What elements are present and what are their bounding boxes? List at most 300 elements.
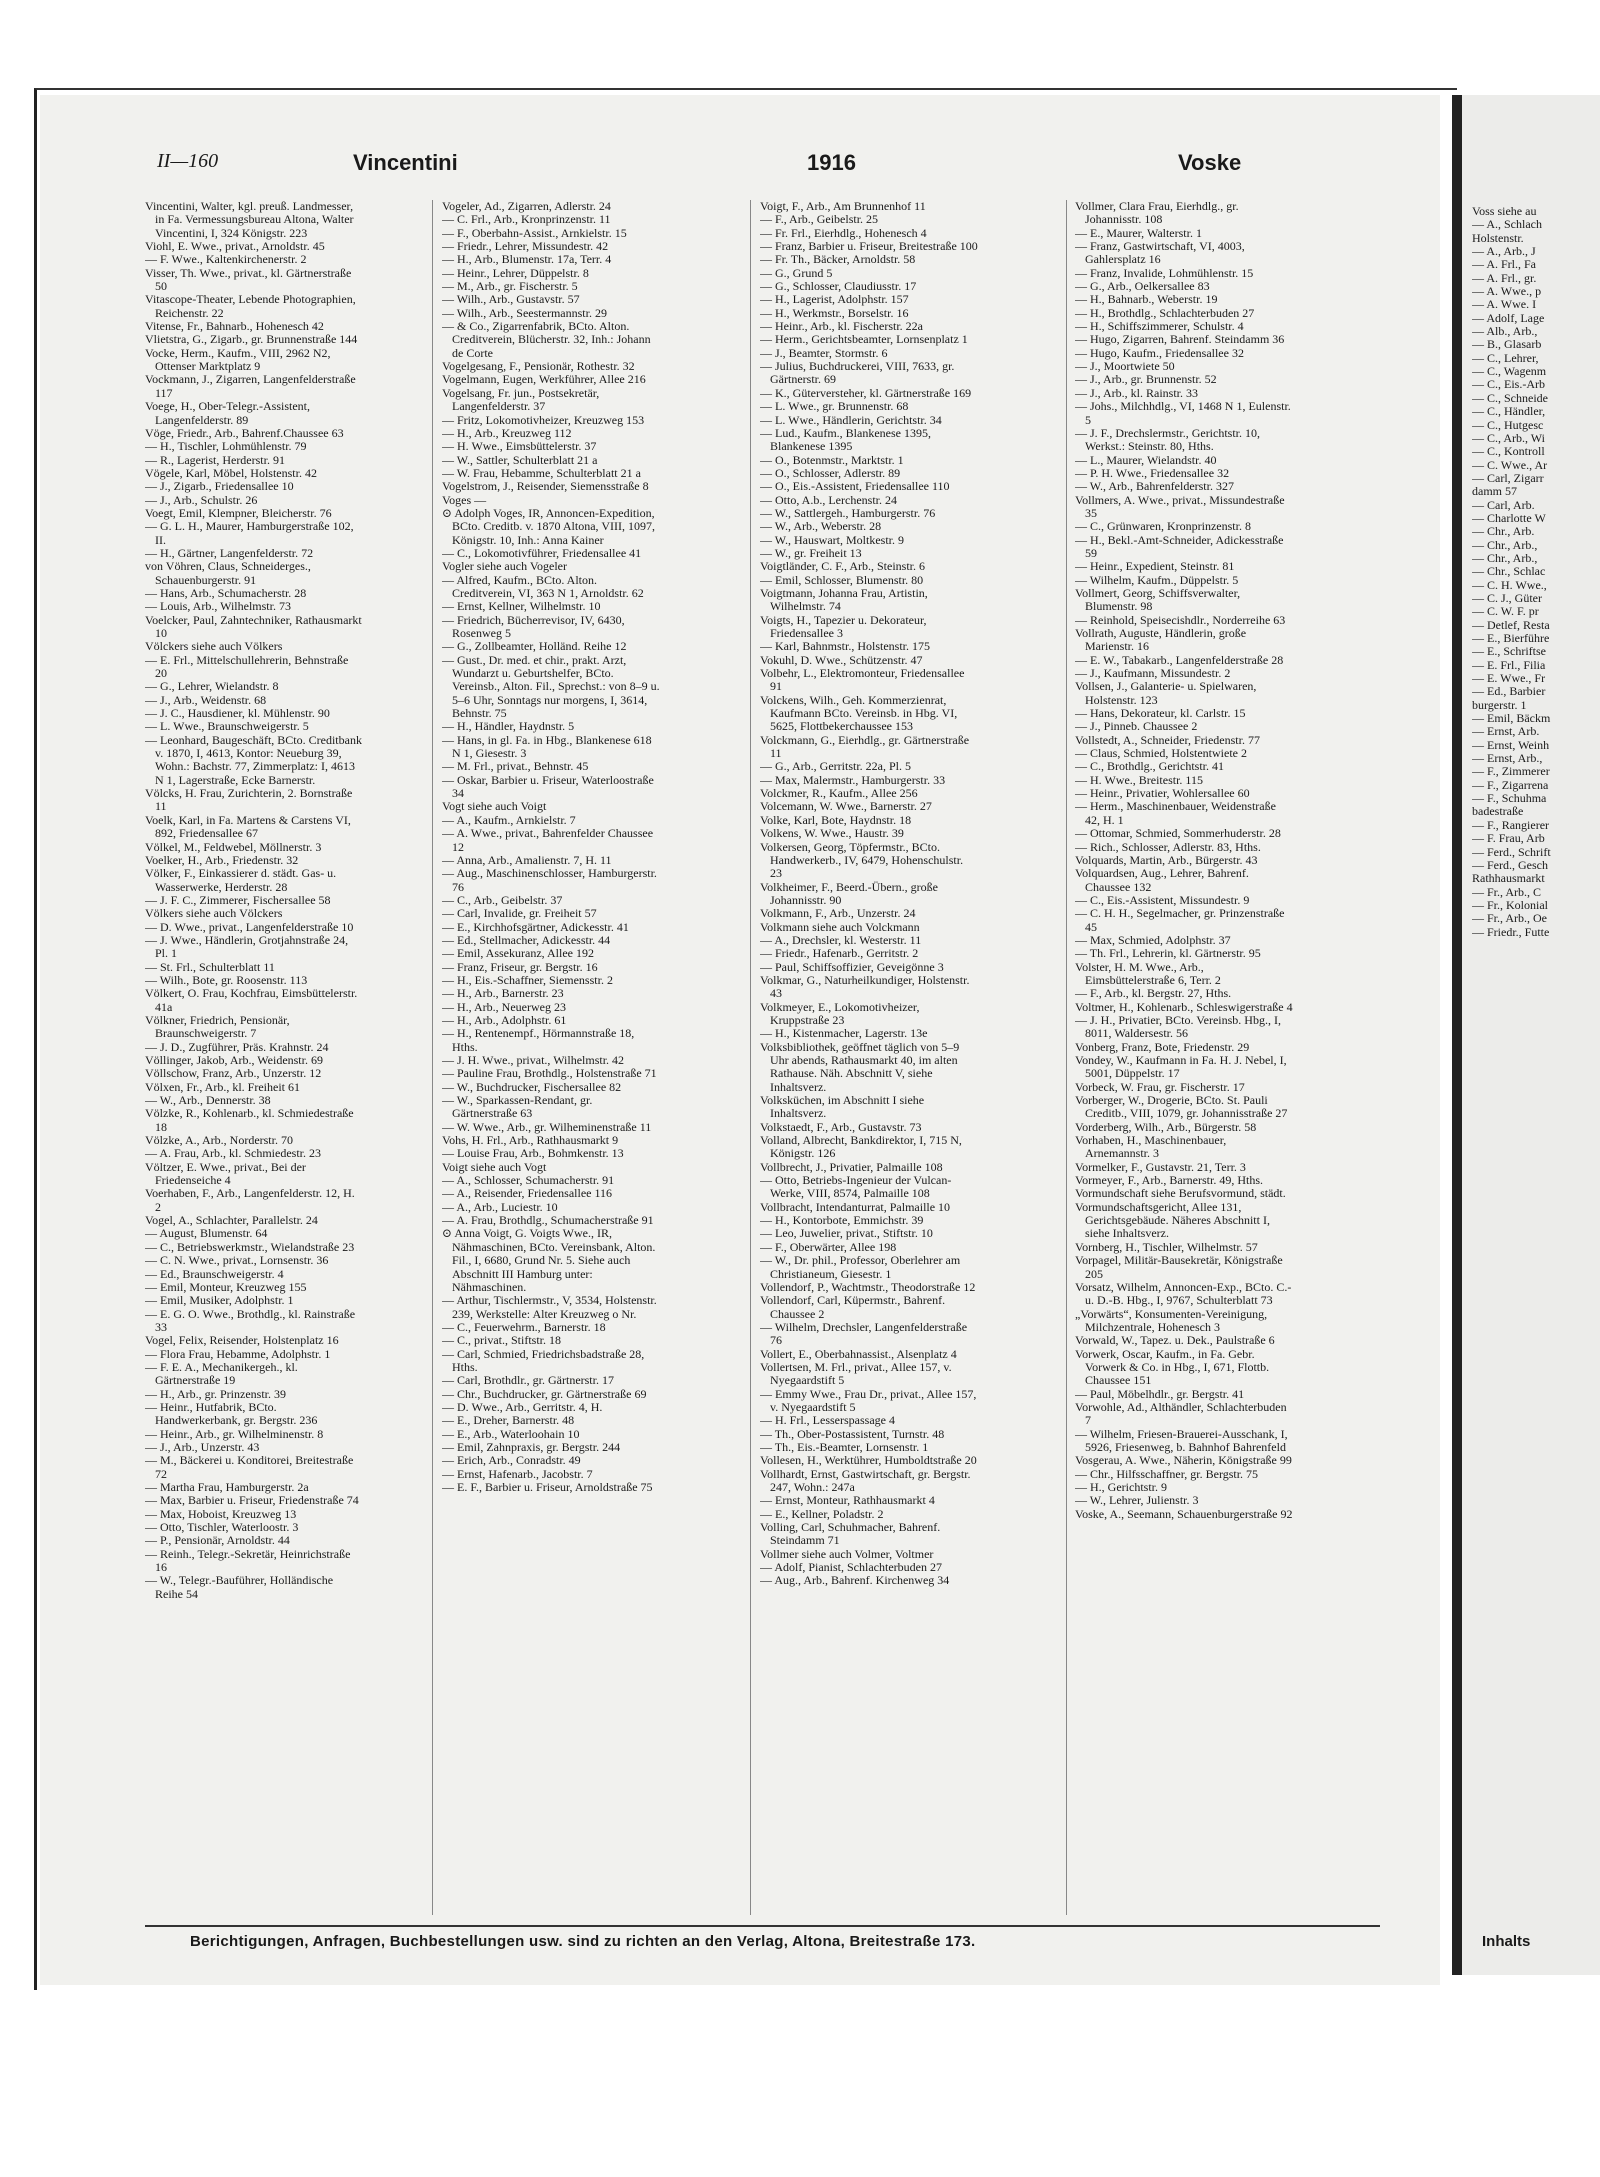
adjacent-entry: — C., Kontroll [1472, 444, 1545, 459]
directory-entry: — Lud., Kaufm., Blankenese 1395, Blankenese 1395 [760, 425, 931, 454]
directory-entry: Vollbrecht, J., Privatier, Palmaille 108 [760, 1159, 943, 1174]
column-divider [750, 200, 751, 1915]
adjacent-page-edge [1452, 95, 1600, 1975]
directory-entry: — J., Pinneb. Chaussee 2 [1075, 719, 1198, 734]
directory-entry: — Chr., Buchdrucker, gr. Gärtnerstraße 69 [442, 1386, 647, 1401]
directory-entry: — H., Händler, Haydnstr. 5 [442, 719, 575, 734]
directory-entry: Volbehr, L., Elektromonteur, Friedensallee 91 [760, 666, 965, 694]
directory-entry: — W., Buchdrucker, Fischersallee 82 [442, 1079, 622, 1094]
directory-entry: — H. Frl., Lesserspassage 4 [760, 1413, 895, 1428]
directory-entry: Volckmann, G., Eierhdlg., gr. Gärtnerstraße 11 [760, 732, 970, 761]
directory-entry: — Herm., Gerichtsbeamter, Lornsenplatz 1 [760, 332, 968, 347]
adjacent-entry: — Ernst, Arb. [1472, 724, 1540, 739]
directory-entry: — Martha Frau, Hamburgerstr. 2a [145, 1480, 309, 1494]
directory-entry: Voigt, F., Arb., Am Brunnenhof 11 [760, 200, 926, 213]
adjacent-entry: — F. Frau, Arb [1472, 831, 1545, 846]
directory-entry: — Emil, Zahnpraxis, gr. Bergstr. 244 [442, 1439, 621, 1454]
directory-entry: — Louise Frau, Arb., Bohmkenstr. 13 [442, 1146, 624, 1161]
directory-entry: Volland, Albrecht, Bankdirektor, I, 715 N, Königstr. 126 [760, 1133, 962, 1161]
directory-entry: — Heinr., Lehrer, Düppelstr. 8 [442, 265, 589, 280]
adjacent-entry: — Adolf, Lage [1472, 310, 1545, 325]
directory-entry: Voegt, Emil, Klempner, Bleicherstr. 76 [145, 505, 332, 520]
adjacent-entry: — Chr., Arb., [1472, 537, 1538, 552]
directory-entry: — M., Arb., gr. Fischerstr. 5 [442, 279, 578, 294]
directory-entry: Vollsen, J., Galanterie- u. Spielwaren, Holstenstr. 123 [1075, 679, 1257, 707]
directory-entry: Volkheimer, F., Beerd.-Übern., große Johannisstr. 90 [760, 879, 938, 907]
directory-entry: — J., Kaufmann, Missundestr. 2 [1075, 666, 1231, 681]
directory-entry: Volster, H. M. Wwe., Arb., Eimsbüttelerstraße 6, Terr. 2 [1075, 959, 1221, 987]
directory-entry: — Wilhelm, Friesen-Brauerei-Ausschank, I, 5926, Friesenweg, b. Bahnhof Bahrenfeld [1075, 1426, 1288, 1454]
directory-entry: Völzke, A., Arb., Norderstr. 70 [145, 1133, 293, 1148]
directory-entry: — J., Moortwiete 50 [1075, 359, 1175, 374]
directory-entry: — Pauline Frau, Brothdlg., Holstenstraße 71 [442, 1066, 657, 1081]
directory-entry: — W., gr. Freiheit 13 [760, 545, 862, 560]
adjacent-entry: — C., Händler, [1472, 404, 1546, 419]
last-entry-word: Voske [1178, 150, 1242, 175]
adjacent-entry: — C., Arb., Wi [1472, 430, 1545, 445]
directory-entry: Vorpagel, Militär-Bausekretär, Königstraße 205 [1075, 1253, 1283, 1281]
directory-entry: Vormelker, F., Gustavstr. 21, Terr. 3 [1075, 1159, 1246, 1174]
column-3 [760, 200, 978, 1915]
directory-entry: Vögele, Karl, Möbel, Holstenstr. 42 [145, 465, 317, 480]
directory-entry: — G., Lehrer, Wielandstr. 8 [145, 679, 279, 694]
directory-entry: Vollertsen, M. Frl., privat., Allee 157, v. Nyegaardstift 5 [760, 1359, 952, 1388]
directory-entry: — Heinr., Arb., gr. Wilhelminenstr. 8 [145, 1426, 324, 1441]
directory-entry: — Franz, Invalide, Lohmühlenstr. 15 [1075, 265, 1254, 280]
directory-entry: — L. Wwe., Händlerin, Gerichtstr. 34 [760, 412, 942, 427]
directory-entry: Vogel, Felix, Reisender, Holstenplatz 16 [145, 1333, 339, 1348]
directory-entry: — J., Beamter, Stormstr. 6 [760, 345, 888, 360]
directory-entry: — Max, Malermstr., Hamburgerstr. 33 [760, 772, 946, 787]
directory-entry: Voerhaben, F., Arb., Langenfelderstr. 12, H. 2 [145, 1186, 355, 1214]
directory-entry: Vollmert, Georg, Schiffsverwalter, Blumenstr. 98 [1075, 585, 1241, 614]
adjacent-entry: — E. Wwe., Fr [1472, 671, 1546, 686]
directory-entry: Vornberg, H., Tischler, Wilhelmstr. 57 [1075, 1239, 1258, 1254]
directory-entry: Voelker, H., Arb., Friedenstr. 32 [145, 852, 299, 867]
directory-entry: — H. Wwe., Eimsbüttelerstr. 37 [442, 439, 597, 454]
directory-entry: — Wilh., Arb., Gustavstr. 57 [442, 292, 580, 307]
directory-entry: Völker, F., Einkassierer d. städt. Gas- u. Wasserwerke, Herderstr. 28 [145, 866, 337, 894]
adjacent-entry: — A., Arb., J [1472, 244, 1536, 259]
directory-entry: — A., Drechsler, kl. Westerstr. 11 [760, 932, 922, 947]
directory-entry: — Paul, Schiffsoffizier, Geveigönne 3 [760, 959, 944, 974]
adjacent-entry: — Ed., Barbier [1472, 684, 1546, 699]
directory-entry: — A., Schlosser, Schumacherstr. 91 [442, 1173, 615, 1188]
adjacent-entry: — F., Rangierer [1472, 817, 1550, 832]
directory-entry: — August, Blumenstr. 64 [145, 1226, 268, 1241]
directory-entry: Vondey, W., Kaufmann in Fa. H. J. Nebel, I, 5001, Düppelstr. 17 [1075, 1053, 1287, 1081]
directory-entry: — P., Pensionär, Arnoldstr. 44 [145, 1533, 290, 1548]
directory-entry: Vokuhl, D. Wwe., Schützenstr. 47 [760, 652, 923, 667]
directory-entry: Volkmann, F., Arb., Unzerstr. 24 [760, 906, 916, 921]
directory-entry: Vorderberg, Wilh., Arb., Bürgerstr. 58 [1075, 1119, 1257, 1134]
directory-entry: — C., Grünwaren, Kronprinzenstr. 8 [1075, 519, 1251, 534]
directory-entry: — Rich., Schlosser, Adlerstr. 83, Hths. [1075, 839, 1261, 854]
directory-entry: — C., Betriebswerkmstr., Wielandstraße 23 [145, 1239, 355, 1254]
adjacent-entry: — Chr., Arb., [1472, 550, 1538, 565]
directory-entry: — Max, Hoboist, Kreuzweg 13 [145, 1506, 297, 1521]
directory-entry: — E., Kellner, Poladstr. 2 [760, 1506, 884, 1521]
directory-entry: — Emmy Wwe., Frau Dr., privat., Allee 157, v. Nyegaardstift 5 [760, 1386, 977, 1414]
directory-entry: — Friedrich, Bücherrevisor, IV, 6430, Rosenweg 5 [442, 612, 625, 640]
directory-entry: — W., Dr. phil., Professor, Oberlehrer am Christianeum, Giesestr. 1 [760, 1253, 961, 1281]
directory-entry: — C. N. Wwe., privat., Lornsenstr. 36 [145, 1253, 329, 1268]
directory-entry: Völlschow, Franz, Arb., Unzerstr. 12 [145, 1066, 322, 1081]
adjacent-footer: Inhalts [1482, 1933, 1531, 1950]
adjacent-entry: — Chr., Schlac [1472, 564, 1546, 579]
directory-entry: — Wilh., Bote, gr. Roosenstr. 113 [145, 972, 308, 987]
adjacent-entry: Voss siehe au [1472, 205, 1537, 218]
adjacent-entry: — C. J., Güter [1472, 590, 1542, 605]
directory-entry: — Fr. Th., Bäcker, Arnoldstr. 58 [760, 252, 916, 267]
directory-entry: — Leo, Juwelier, privat., Stiftstr. 10 [760, 1226, 933, 1241]
directory-entry: Vorhaben, H., Maschinenbauer, Arnemannstr. 3 [1075, 1133, 1227, 1161]
directory-entry: Voege, H., Ober-Telegr.-Assistent, Langenfelderstr. 89 [145, 399, 310, 427]
directory-entry: Vitascope-Theater, Lebende Photographien, Reichenstr. 22 [145, 292, 356, 320]
directory-entry: Voigt siehe auch Vogt [442, 1159, 547, 1174]
directory-entry: — Emil, Assekuranz, Allee 192 [442, 946, 594, 961]
directory-entry: — Hugo, Kaufm., Friedensallee 32 [1075, 345, 1244, 360]
column-1 [145, 200, 363, 1915]
directory-entry: — Ed., Braunschweigerstr. 4 [145, 1266, 284, 1281]
directory-entry: Vogelstrom, J., Reisender, Siemensstraße 8 [442, 479, 649, 494]
directory-entry: — J. C., Hausdiener, kl. Mühlenstr. 90 [145, 706, 330, 721]
directory-entry: Völkers siehe auch Völckers [145, 906, 283, 921]
directory-entry: Vincentini, Walter, kgl. preuß. Landmesser, in Fa. Vermessungsbureau Altona, Walter Vincentini, I, 324 Königstr. 223 [145, 200, 354, 240]
directory-entry: — Th. Frl., Lehrerin, kl. Gärtnerstr. 95 [1075, 946, 1261, 961]
directory-entry: — A., Kaufm., Arnkielstr. 7 [442, 812, 576, 827]
directory-entry: — Aug., Maschinenschlosser, Hamburgerstr. 76 [442, 866, 657, 894]
directory-entry: Voelk, Karl, in Fa. Martens & Carstens VI, 892, Friedensallee 67 [145, 812, 351, 841]
directory-entry: — Friedr., Lehrer, Missundestr. 42 [442, 239, 609, 254]
directory-entry: — A. Wwe., privat., Bahrenfelder Chaussee 12 [442, 826, 654, 854]
directory-entry: — St. Frl., Schulterblatt 11 [145, 959, 275, 974]
directory-entry: Vorwerk, Oscar, Kaufm., in Fa. Gebr. Vorwerk & Co. in Hbg., I, 671, Flottb. Chaussee 151 [1075, 1346, 1270, 1388]
directory-entry: Völckers siehe auch Völkers [145, 639, 283, 654]
adjacent-entry: — Alb., Arb., [1472, 324, 1538, 339]
directory-entry: — Wilhelm, Drechsler, Langenfelderstraße 76 [760, 1319, 968, 1348]
directory-entry: — H., Lagerist, Adolphstr. 157 [760, 292, 909, 307]
directory-entry: — Erich, Arb., Conradstr. 49 [442, 1453, 581, 1468]
directory-entry: — H., Schiffszimmerer, Schulstr. 4 [1075, 319, 1244, 334]
directory-entry: — K., Güterversteher, kl. Gärtnerstraße 169 [760, 385, 972, 400]
adjacent-entry: — Ferd., Gesch [1472, 857, 1548, 872]
adjacent-entry: — C., Eis.-Arb [1472, 377, 1545, 392]
directory-entry: — Anna, Arb., Amalienstr. 7, H. 11 [442, 852, 612, 867]
column-2 [442, 200, 660, 1915]
directory-entry: — H., Gärtner, Langenfelderstr. 72 [145, 545, 314, 560]
directory-entry: Voske, A., Seemann, Schauenburgerstraße 92 [1075, 1506, 1293, 1521]
directory-entry: — H., Arb., Neuerweg 23 [442, 999, 566, 1014]
directory-entry: — H., Eis.-Schaffner, Siemensstr. 2 [442, 972, 613, 987]
directory-entry: Völxen, Fr., Arb., kl. Freiheit 61 [145, 1079, 300, 1094]
directory-entry: — Heinr., Hutfabrik, BCto. Handwerkerbank, gr. Bergstr. 236 [145, 1399, 318, 1428]
page-number: II—160 [157, 150, 219, 172]
directory-entry: — Johs., Milchhdlg., VI, 1468 N 1, Eulenstr. 5 [1075, 399, 1291, 427]
directory-entry: — H., Bekl.-Amt-Schneider, Adickesstraße 59 [1075, 532, 1284, 560]
adjacent-entry: — A., Schlach [1472, 217, 1542, 232]
directory-entry: Volksbibliothek, geöffnet täglich von 5–9 Uhr abends, Rathausmarkt 40, im alten Rathause. Näh. Abschnitt V, siehe Inhaltsverz. [760, 1039, 960, 1094]
directory-entry: Vollendorf, Carl, Küpermstr., Bahrenf. Chaussee 2 [760, 1293, 946, 1321]
directory-entry: — W., Arb., Dennerstr. 38 [145, 1093, 271, 1108]
directory-entry: Vogt siehe auch Voigt [442, 799, 547, 814]
directory-entry: — O., Botenmstr., Marktstr. 1 [760, 452, 904, 467]
directory-entry: — G., Arb., Oelkersallee 83 [1075, 279, 1210, 294]
directory-entry: — G., Zollbeamter, Holländ. Reihe 12 [442, 639, 627, 654]
directory-entry: Vorwald, W., Tapez. u. Dek., Paulstraße 6 [1075, 1333, 1275, 1348]
adjacent-entry: — Detlef, Resta [1472, 617, 1550, 632]
directory-entry: — J., Arb., kl. Rainstr. 33 [1075, 385, 1199, 400]
directory-entry: — H., Gerichtstr. 9 [1075, 1480, 1167, 1494]
directory-entry: — H., Arb., Kreuzweg 112 [442, 425, 572, 440]
directory-entry: — E. F., Barbier u. Friseur, Arnoldstraße 75 [442, 1480, 653, 1494]
directory-entry: — Max, Barbier u. Friseur, Friedenstraße 74 [145, 1493, 359, 1508]
directory-entry: — E. G. O. Wwe., Brothdlg., kl. Rainstraße 33 [145, 1306, 356, 1334]
directory-entry: Vorberger, W., Drogerie, BCto. St. Pauli Creditb., VIII, 1079, gr. Johannisstraße 27 [1075, 1093, 1288, 1121]
edition-year: 1916 [807, 150, 856, 175]
directory-entry: Vogelgesang, F., Pensionär, Rothestr. 32 [442, 359, 635, 374]
adjacent-entry: — Fr., Kolonial [1472, 897, 1549, 912]
adjacent-entry: Rathhausmarkt [1472, 871, 1545, 886]
directory-entry: Volckens, Wilh., Geh. Kommerzienrat, Kaufmann BCto. Vereinsb. in Hbg. VI, 5625, Flottbekerchaussee 153 [760, 692, 958, 734]
directory-entry: — W., Arb., Bahrenfelderstr. 327 [1075, 479, 1234, 494]
adjacent-entry: — Emil, Bäckm [1472, 711, 1551, 726]
directory-entry: — E., Arb., Waterloohain 10 [442, 1426, 580, 1441]
directory-entry: — G., Schlosser, Claudiusstr. 17 [760, 279, 917, 294]
directory-entry: — P. H. Wwe., Friedensallee 32 [1075, 465, 1230, 480]
adjacent-entry: — F., Schuhma [1472, 791, 1547, 806]
publisher-notice: Berichtigungen, Anfragen, Buchbestellungen usw. sind zu richten an den Verlag, Altona, Breitestraße 173. [190, 1933, 976, 1950]
directory-entry: — Wilhelm, Kaufm., Düppelstr. 5 [1075, 572, 1239, 587]
directory-entry: — Carl, Schmied, Friedrichsbadstraße 28, Hths. [442, 1346, 645, 1374]
directory-entry: — Fritz, Lokomotivheizer, Kreuzweg 153 [442, 412, 645, 427]
directory-entry: — Max, Schmied, Adolphstr. 37 [1075, 932, 1231, 947]
adjacent-entry: — C. W. F. pr [1472, 604, 1539, 619]
directory-entry: — F. E. A., Mechanikergeh., kl. Gärtnerstraße 19 [145, 1359, 298, 1388]
adjacent-entry: — C. Wwe., Ar [1472, 457, 1548, 472]
directory-entry: Volkens, W. Wwe., Haustr. 39 [760, 826, 904, 841]
directory-entry: Vollbracht, Intendanturrat, Palmaille 10 [760, 1199, 951, 1214]
directory-entry: — W., Sattlergeh., Hamburgerstr. 76 [760, 505, 936, 520]
directory-entry: Völzke, R., Kohlenarb., kl. Schmiedestraße 18 [145, 1106, 354, 1134]
directory-entry: — J. H., Privatier, BCto. Vereinsb. Hbg., I, 8011, Waldersestr. 56 [1075, 1012, 1281, 1041]
directory-entry: — C. H. H., Segelmacher, gr. Prinzenstraße 45 [1075, 906, 1285, 934]
directory-entry: — J. H. Wwe., privat., Wilhelmstr. 42 [442, 1053, 625, 1067]
adjacent-entry: burgerstr. 1 [1472, 697, 1527, 712]
adjacent-entry: — Fr., Arb., Oe [1472, 911, 1547, 926]
directory-entry: Völkel, M., Feldwebel, Möllnerstr. 3 [145, 839, 322, 854]
directory-entry: — J., Arb., Schulstr. 26 [145, 492, 258, 507]
directory-entry: — H., Kistenmacher, Lagerstr. 13e [760, 1026, 928, 1041]
directory-entry: — H., Arb., gr. Prinzenstr. 39 [145, 1386, 286, 1401]
directory-entry: ⊙ Adolph Voges, IR, Annoncen-Expedition, BCto. Creditb. v. 1870 Altona, VIII, 1097, Königstr. 10, Inh.: Anna Kainer [442, 505, 655, 547]
directory-entry: — H., Arb., Blumenstr. 17a, Terr. 4 [442, 252, 612, 267]
directory-entry: Voges — [442, 492, 487, 507]
adjacent-entry: badestraße [1472, 804, 1524, 819]
directory-entry: Volksküchen, im Abschnitt I siehe Inhaltsverz. [760, 1093, 925, 1121]
directory-entry: Völlinger, Jakob, Arb., Weidenstr. 69 [145, 1053, 323, 1067]
directory-entry: — Friedr., Hafenarb., Gerritstr. 2 [760, 946, 919, 961]
directory-entry: — E., Maurer, Walterstr. 1 [1075, 225, 1202, 240]
adjacent-entry: — E. Frl., Filia [1472, 657, 1546, 672]
adjacent-entry: — F., Zimmerer [1472, 764, 1550, 779]
column-4 [1075, 200, 1293, 1915]
directory-entry: — Heinr., Expedient, Steinstr. 81 [1075, 559, 1235, 574]
adjacent-entry: — C., Wagenm [1472, 364, 1547, 379]
directory-entry: — Heinr., Privatier, Wohlersallee 60 [1075, 786, 1250, 801]
directory-entry: Vorbeck, W. Frau, gr. Fischerstr. 17 [1075, 1079, 1245, 1094]
directory-entry: — Franz, Barbier u. Friseur, Breitestraße 100 [760, 239, 978, 254]
directory-entry: — W., Telegr.-Bauführer, Holländische Reihe 54 [145, 1573, 334, 1601]
directory-entry: — Otto, Tischler, Waterloostr. 3 [145, 1520, 299, 1535]
directory-entry: — E., Kirchhofsgärtner, Adickesstr. 41 [442, 919, 629, 934]
directory-entry: Vormeyer, F., Arb., Barnerstr. 49, Hths. [1075, 1173, 1263, 1188]
directory-entry: Vöge, Friedr., Arb., Bahrenf.Chaussee 63 [145, 425, 344, 440]
directory-entry: — Th., Eis.-Beamter, Lornsenstr. 1 [760, 1439, 929, 1454]
directory-entry: — G., Arb., Gerritstr. 22a, Pl. 5 [760, 759, 911, 774]
directory-entry: Vogelmann, Eugen, Werkführer, Allee 216 [442, 372, 646, 387]
directory-entry: — Paul, Möbelhdlr., gr. Bergstr. 41 [1075, 1386, 1245, 1401]
directory-entry: Viohl, E. Wwe., privat., Arnoldstr. 45 [145, 239, 325, 254]
directory-entry: Vogler siehe auch Vogeler [442, 559, 567, 574]
directory-entry: Vitense, Fr., Bahnarb., Hohenesch 42 [145, 319, 324, 334]
directory-entry: — F., Oberbahn-Assist., Arnkielstr. 15 [442, 225, 627, 240]
adjacent-entry: — F., Zigarrena [1472, 777, 1549, 792]
directory-entry: — Carl, Invalide, gr. Freiheit 57 [442, 906, 597, 921]
directory-entry: Vollesen, H., Werktührer, Humboldtstraße 20 [760, 1453, 977, 1468]
directory-entry: Visser, Th. Wwe., privat., kl. Gärtnerstraße 50 [145, 265, 352, 294]
directory-entry: — Gust., Dr. med. et chir., prakt. Arzt, Wundarzt u. Geburtshelfer, BCto. Vereinsb., Alton. Fil., Sprechst.: von 8–9 u. 5–6 Uhr, Sonntags nur morgens, I, 3614, Behnstr. 75 [442, 652, 660, 721]
directory-entry: — H., Werkmstr., Borselstr. 16 [760, 305, 909, 320]
adjacent-entry: — C., Lehrer, [1472, 350, 1539, 365]
directory-entry: — Ottomar, Schmied, Sommerhuderstr. 28 [1075, 826, 1281, 841]
directory-entry: — H., Arb., Adolphstr. 61 [442, 1012, 567, 1027]
directory-entry: Völkert, O. Frau, Kochfrau, Eimsbüttelerstr. 41a [145, 986, 358, 1014]
directory-entry: — Reinh., Telegr.-Sekretär, Heinrichstraße 16 [145, 1546, 351, 1575]
adjacent-entry: — E., Bierführe [1472, 631, 1550, 645]
adjacent-entry: — Carl, Arb. [1472, 497, 1535, 512]
directory-entry: Voltmer, H., Kohlenarb., Schleswigerstraße 4 [1075, 999, 1293, 1014]
directory-entry: — F., Oberwärter, Allee 198 [760, 1239, 897, 1254]
footer-rule [145, 1925, 1380, 1927]
directory-entry: — M. Frl., privat., Behnstr. 45 [442, 759, 589, 774]
directory-entry: Vollmer, Clara Frau, Eierhdlg., gr. Johannisstr. 108 [1075, 200, 1239, 227]
directory-entry: — Julius, Buchdruckerei, VIII, 7633, gr. Gärtnerstr. 69 [760, 359, 955, 387]
directory-entry: Vogeler, Ad., Zigarren, Adlerstr. 24 [442, 200, 611, 213]
directory-entry: Vollstedt, A., Schneider, Friedenstr. 77 [1075, 732, 1260, 747]
directory-entry: — F., Arb., kl. Bergstr. 27, Hths. [1075, 986, 1232, 1001]
directory-entry: — Claus, Schmied, Holstentwiete 2 [1075, 746, 1247, 761]
adjacent-entry: — A. Wwe., p [1472, 284, 1542, 299]
directory-entry: — H., Tischler, Lohmühlenstr. 79 [145, 439, 307, 454]
directory-entry: Volkstaedt, F., Arb., Gustavstr. 73 [760, 1119, 922, 1134]
directory-entry: — Oskar, Barbier u. Friseur, Waterloostraße 34 [442, 772, 654, 801]
directory-entry: — G. L. H., Maurer, Hamburgerstraße 102, II. [145, 519, 354, 547]
directory-entry: „Vorwärts“, Konsumenten-Vereinigung, Milchzentrale, Hohenesch 3 [1075, 1306, 1268, 1334]
directory-entry: — H. Wwe., Breitestr. 115 [1075, 772, 1203, 787]
directory-entry: — E. Frl., Mittelschullehrerin, Behnstraße 20 [145, 652, 349, 681]
directory-entry: — W., Sattler, Schulterblatt 21 a [442, 452, 598, 467]
directory-entry: — C., Feuerwehrm., Barnerstr. 18 [442, 1319, 606, 1334]
directory-entry: — R., Lagerist, Herderstr. 91 [145, 452, 285, 467]
directory-entry: Vocke, Herm., Kaufm., VIII, 2962 N2, Ottenser Marktplatz 9 [145, 345, 331, 374]
directory-entry: — H., Kontorbote, Emmichstr. 39 [760, 1213, 924, 1228]
directory-entry: — A. Frau, Arb., kl. Schmiedestr. 23 [145, 1146, 321, 1161]
adjacent-column [1472, 205, 1600, 1920]
directory-entry: — Heinr., Arb., kl. Fischerstr. 22a [760, 319, 923, 334]
directory-entry: — Th., Ober-Postassistent, Turnstr. 48 [760, 1426, 945, 1441]
directory-entry: — J. Wwe., Händlerin, Grotjahnstraße 24, Pl. 1 [145, 932, 349, 961]
directory-entry: — Franz, Gastwirtschaft, VI, 4003, Gahlersplatz 16 [1075, 239, 1245, 267]
directory-entry: Völkner, Friedrich, Pensionär, Braunschweigerstr. 7 [145, 1012, 290, 1041]
directory-entry: — Hugo, Zigarren, Bahrenf. Steindamm 36 [1075, 332, 1285, 347]
adjacent-entry: — Charlotte W [1472, 510, 1546, 525]
directory-entry: — H., Bahnarb., Weberstr. 19 [1075, 292, 1218, 307]
column-divider [432, 200, 433, 1915]
directory-entry: — H., Rentenempf., Hörmannstraße 18, Hths. [442, 1026, 635, 1054]
directory-entry: — L. Wwe., gr. Brunnenstr. 68 [760, 399, 909, 414]
directory-entry: Vollhardt, Ernst, Gastwirtschaft, gr. Bergstr. 247, Wohn.: 247a [760, 1466, 971, 1494]
directory-entry: — D. Wwe., privat., Langenfelderstraße 10 [145, 919, 354, 934]
directory-entry: Volquards, Martin, Arb., Bürgerstr. 43 [1075, 852, 1258, 867]
directory-entry: — H., Brothdlg., Schlachterbuden 27 [1075, 305, 1255, 320]
directory-entry: Volke, Karl, Bote, Haydnstr. 18 [760, 812, 912, 827]
directory-entry: Vohs, H. Frl., Arb., Rathhausmarkt 9 [442, 1133, 619, 1148]
adjacent-entry: — Carl, Zigarr [1472, 470, 1544, 485]
directory-entry: — Leonhard, Baugeschäft, BCto. Creditbank v. 1870, I, 4613, Kontor: Neueburg 39, Wohn.: Bachstr. 77, Zimmerplatz: I, 4613 N 1, Lagerstraße, Ecke Barnerstr. [145, 732, 362, 787]
directory-entry: Voigts, H., Tapezier u. Dekorateur, Friedensallee 3 [760, 612, 927, 640]
directory-entry: Volling, Carl, Schuhmacher, Bahrenf. Steindamm 71 [760, 1520, 941, 1548]
directory-entry: — Ernst, Hafenarb., Jacobstr. 7 [442, 1466, 593, 1481]
directory-entry: Volkmann siehe auch Volckmann [760, 919, 920, 934]
directory-entry: — Emil, Schlosser, Blumenstr. 80 [760, 572, 924, 587]
directory-entry: — Ernst, Monteur, Rathhausmarkt 4 [760, 1493, 935, 1508]
directory-entry: — Karl, Bahnmstr., Holstenstr. 175 [760, 639, 930, 654]
adjacent-entry: — Ferd., Schrift [1472, 844, 1551, 859]
directory-entry: Voigtmann, Johanna Frau, Artistin, Wilhelmstr. 74 [760, 585, 928, 614]
directory-entry: — E., Dreher, Barnerstr. 48 [442, 1413, 575, 1428]
directory-entry: — J. F. C., Zimmerer, Fischersallee 58 [145, 892, 331, 907]
directory-entry: — G., Grund 5 [760, 265, 833, 280]
directory-entry: — O., Eis.-Assistent, Friedensallee 110 [760, 479, 950, 494]
adjacent-entry: — B., Glasarb [1472, 337, 1542, 352]
directory-entry: — Aug., Arb., Bahrenf. Kirchenweg 34 [760, 1573, 950, 1588]
directory-entry: Vormundschaft siehe Berufsvormund, städt. [1075, 1186, 1286, 1201]
directory-entry: — J., Zigarb., Friedensallee 10 [145, 479, 294, 494]
directory-entry: Vollmer siehe auch Volmer, Voltmer [760, 1546, 934, 1561]
directory-entry: — W., Sparkassen-Rendant, gr. Gärtnerstraße 63 [442, 1093, 593, 1121]
directory-entry: — Ernst, Kellner, Wilhelmstr. 10 [442, 599, 601, 614]
adjacent-entry: — C., Hutgesc [1472, 417, 1544, 432]
adjacent-entry: — E., Schriftse [1472, 644, 1546, 659]
directory-entry: von Vöhren, Claus, Schneiderges., Schauenburgerstr. 91 [145, 559, 311, 587]
adjacent-entry: — A. Frl., gr. [1472, 270, 1537, 285]
adjacent-entry: — Ernst, Arb., [1472, 751, 1543, 766]
directory-entry: ⊙ Anna Voigt, G. Voigts Wwe., IR, Nähmaschinen, BCto. Vereinsbank, Alton. Fil., I, 6680, Grund Nr. 5. Siehe auch Abschnitt III Hamburg unter: Nähmaschinen. [442, 1226, 656, 1294]
directory-entry: Völtzer, E. Wwe., privat., Bei der Friedenseiche 4 [145, 1159, 306, 1188]
directory-entry: — F., Arb., Geibelstr. 25 [760, 212, 879, 227]
directory-entry: — D. Wwe., Arb., Gerritstr. 4, H. [442, 1399, 603, 1414]
directory-entry: — C., Arb., Geibelstr. 37 [442, 892, 563, 907]
directory-entry: — M., Bäckerei u. Konditorei, Breitestraße 72 [145, 1453, 354, 1481]
directory-entry: — Otto, Betriebs-Ingenieur der Vulcan-Werke, VIII, 8574, Palmaille 108 [760, 1173, 952, 1201]
directory-entry: — A., Reisender, Friedensallee 116 [442, 1186, 613, 1201]
page-header [115, 150, 1375, 180]
directory-entry: — Emil, Musiker, Adolphstr. 1 [145, 1293, 294, 1308]
directory-entry: — C., Brothdlg., Gerichtstr. 41 [1075, 759, 1224, 774]
directory-entry: — J. D., Zugführer, Präs. Krahnstr. 24 [145, 1039, 329, 1054]
directory-entry: — Otto, A.b., Lerchenstr. 24 [760, 492, 897, 507]
